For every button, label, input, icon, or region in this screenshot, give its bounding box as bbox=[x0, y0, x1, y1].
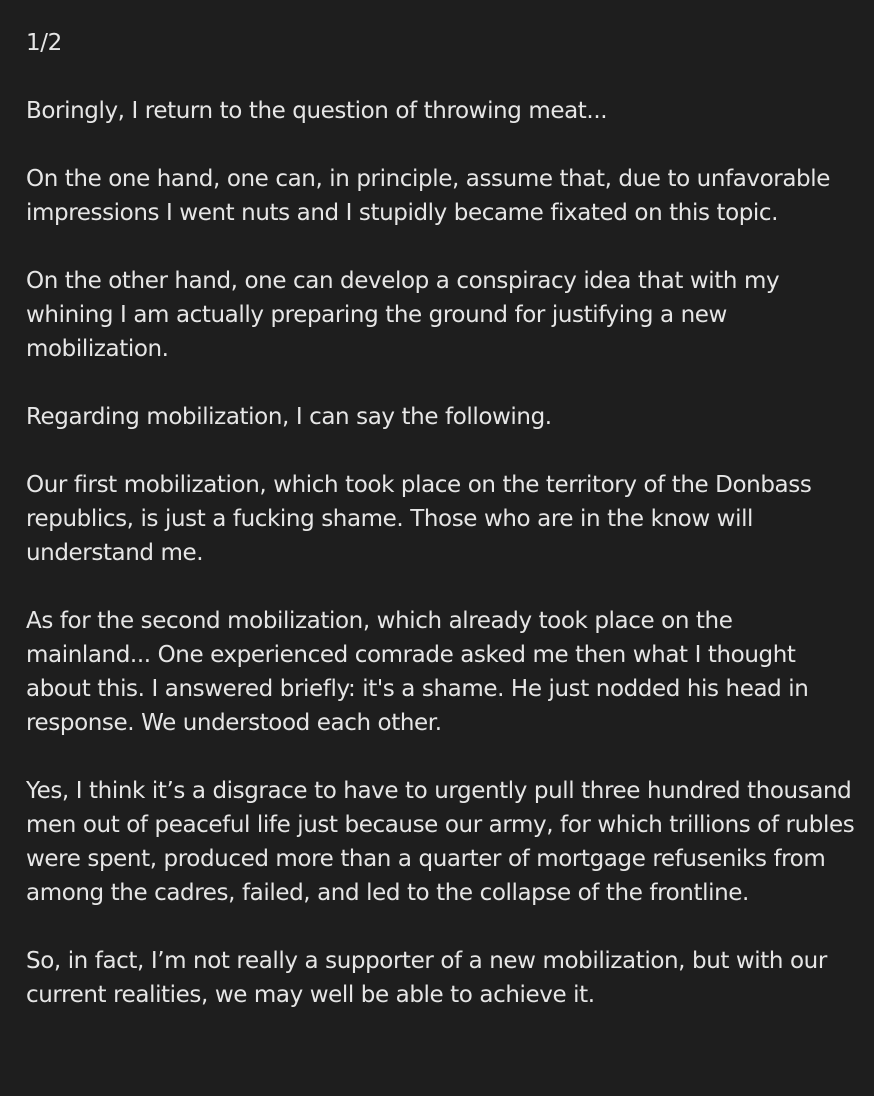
paragraph: Our first mobilization, which took place on the territory of the Donbass republics, is just a fucking shame. Those who are in the know will understand me. bbox=[26, 472, 812, 566]
paragraph: So, in fact, I’m not really a supporter of a new mobilization, but with our current realities, we may well be able to achieve it. bbox=[26, 948, 827, 1008]
post-counter: 1/2 bbox=[26, 30, 62, 56]
paragraph: On the one hand, one can, in principle, assume that, due to unfavorable impressions I went nuts and I stupidly became fixated on this topic. bbox=[26, 166, 830, 226]
paragraph: Regarding mobilization, I can say the following. bbox=[26, 404, 552, 430]
paragraph: As for the second mobilization, which already took place on the mainland... One experienced comrade asked me then what I thought about this. I answered briefly: it's a shame. He just nodded his head in response. We understood each other. bbox=[26, 608, 809, 736]
paragraph: On the other hand, one can develop a conspiracy idea that with my whining I am actually preparing the ground for justifying a new mobilization. bbox=[26, 268, 780, 362]
paragraph: Boringly, I return to the question of throwing meat... bbox=[26, 98, 608, 124]
paragraph: Yes, I think it’s a disgrace to have to urgently pull three hundred thousand men out of peaceful life just because our army, for which trillions of rubles were spent, produced more than a quarter of mortgage refuseniks from among the cadres, failed, and led to the collapse of the frontline. bbox=[26, 778, 855, 906]
